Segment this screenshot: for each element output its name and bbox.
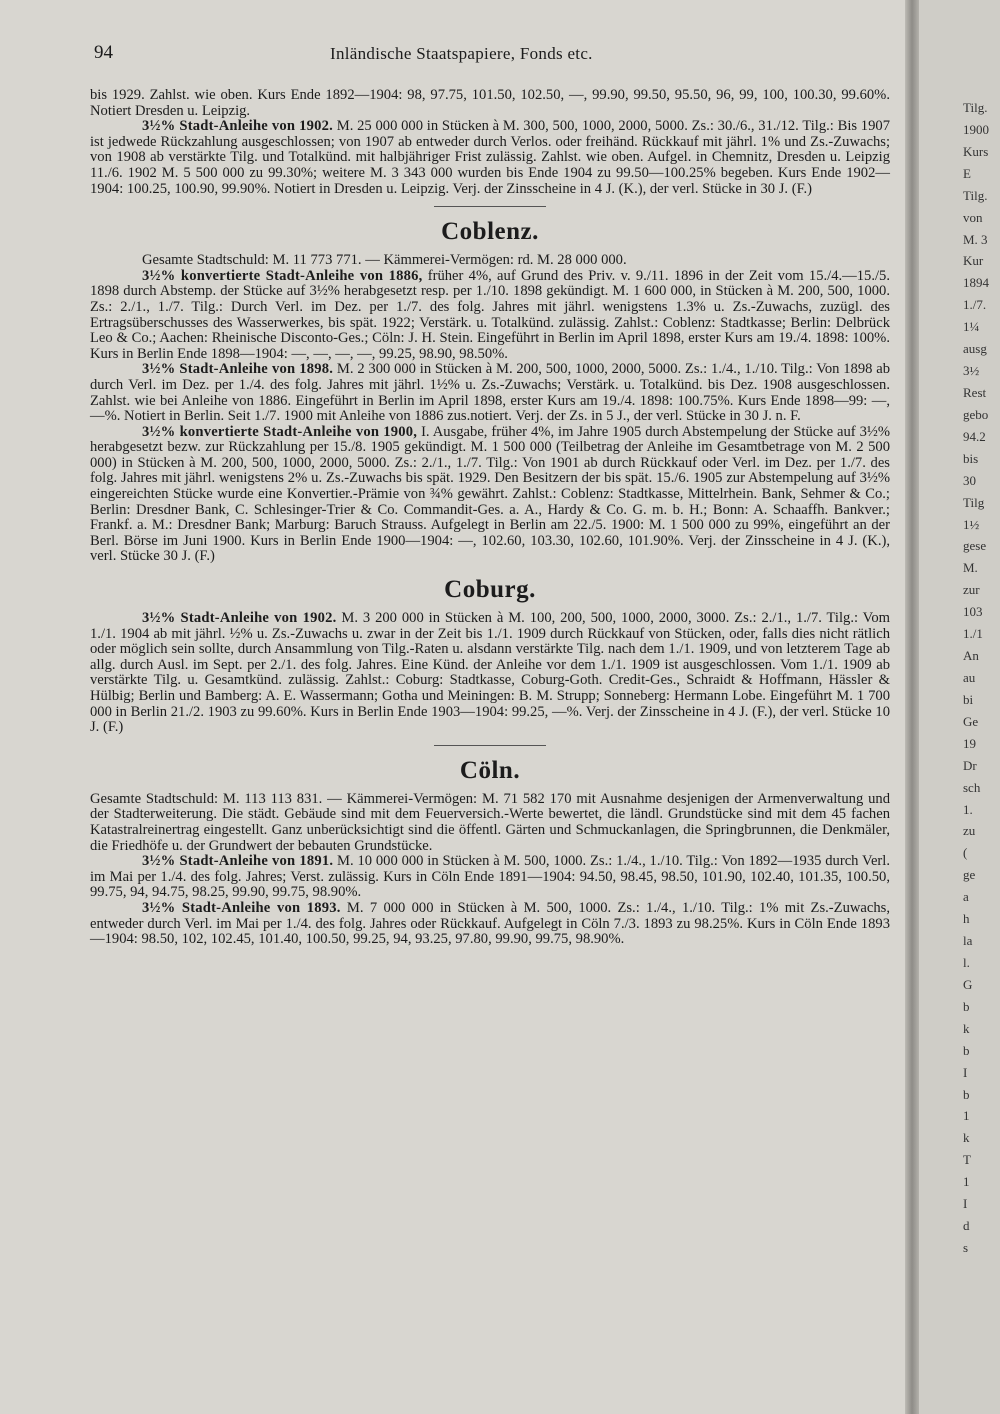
facing-page-fragment: 3½ — [963, 363, 980, 378]
facing-page-fragment: Tilg. — [963, 100, 988, 115]
facing-page-fragment: 1½ — [963, 517, 980, 532]
facing-page-fragment: s — [963, 1240, 969, 1255]
bond-entry-title: 3½% konvertierte Stadt-Anleihe von 1900, — [142, 423, 418, 440]
section-title-coeln: Cöln. — [459, 756, 521, 784]
facing-page-fragment: b — [963, 1087, 970, 1102]
facing-page-fragment: ( — [963, 845, 968, 860]
bond-entry-text: M. 2 300 000 in Stücken à M. 200, 500, 1000, 2000, 5000. Zs.: 1./4., 1./10. Tilg.: Von 1898 ab durch Verl. im Dez. per 1./4. des folg. Jahres mit jährl. 1½% u. Zs.-Zuwachs; Verstärk. u. Totalkünd. bis Dez. 1908 ausgeschlossen. Zahlst. wie bei Anleihe von 1886. Eingeführt in Berlin im April 1898, erster Kurs am 19./4. 1898: 100.75%. Kurs Ende 1898—99: —, —%. Notiert in Berlin. Seit 1./7. 1900 mit Anleihe von 1886 zus.notiert. Verj. der Zs. in 5 J., der verl. Stücke in 30 J. n. F. — [90, 361, 890, 425]
intro-continuation: bis 1929. Zahlst. wie oben. Kurs Ende 1892—1904: 98, 97.75, 101.50, 102.50, —, 99.90, 99.50, 95.50, 96, 99, 100, 100.30, 99.60%. Notiert Dresden u. Leipzig. — [90, 87, 890, 119]
coblenz-bond-1898 — [90, 362, 890, 424]
facing-page-fragment: Tilg. — [963, 188, 988, 203]
facing-page-fragment: T — [963, 1152, 971, 1167]
facing-page-fragment: 1894 — [963, 275, 989, 290]
facing-page-fragment: zur — [963, 582, 980, 597]
facing-page-fragment: k — [963, 1130, 970, 1145]
facing-page-fragment: 19 — [963, 736, 976, 751]
facing-page-fragment: au — [963, 670, 976, 685]
facing-page-fragment: ausg — [963, 341, 987, 356]
section-title-coburg: Coburg. — [444, 576, 536, 604]
facing-page-fragment: zu — [963, 823, 976, 838]
facing-page-fragment: gese — [963, 538, 987, 553]
facing-page-fragment: 1900 — [963, 122, 989, 137]
coeln-summary: Gesamte Stadtschuld: M. 113 113 831. — Kämmerei-Vermögen: M. 71 582 170 mit Ausnahme desjenigen der Armenverwaltung und der Stadterweiterung. Die städt. Gebäude sind mit dem Feuerversich.-Werte bewertet, die ländl. Grundstücke sind mit dem 45 fachen Katastralreinertrag eingestellt. Ganz unberücksichtigt sind die öffentl. Gärten und Schmuckanlagen, die Springbrunnen, die Denkmäler, die Friedhöfe u. der Grundwert der bebauten Grundstücke. — [90, 790, 890, 854]
coeln-bond-1893 — [90, 901, 890, 948]
facing-page-fragment: h — [963, 911, 970, 926]
bond-entry-text: M. 3 200 000 in Stücken à M. 100, 200, 500, 1000, 2000, 3000. Zs.: 2./1., 1./7. Tilg.: Vom 1./1. 1904 ab mit jährl. ½% u. Zs.-Zuwachs u. zwar in der Zeit bis 1./1. 1909 durch Rückkauf von Stücken, oder, falls dies nicht rätlich oder möglich sein sollte, durch Ansammlung von Tilg.-Raten u. alsdann verstärkte Tilg. nach dem 1./1. 1909, und von letzterem Tage ab allg. durch Ausl. im Sept. per 2./1. des folg. Jahres. Eine Künd. der Anleihe vor dem 1./1. 1909 ist ausgeschlossen. Vom 1./1. 1909 ab verstärkte Tilg. u. Gesamtkünd. zulässig. Zahlst.: Coburg: Stadtkasse, Coburg-Goth. Credit-Ges., Schraidt & Hoffmann, Hässler & Hülbig; Berlin und Bamberg: A. E. Wassermann; Gotha und Meiningen: B. M. Strupp; Sonneberg: Hermann Lobe. Eingeführt M. 1 700 000 in Berlin 21./2. 1903 zu 99.60%. Kurs in Berlin Ende 1903—1904: 99.25, —%. Verj. der Zinsscheine in 4 J. (F.), der verl. Stücke 10 J. (F.) — [90, 610, 890, 736]
facing-page-fragment: Rest — [963, 385, 987, 400]
page-header — [90, 42, 890, 66]
facing-page-fragment: a — [963, 889, 969, 904]
facing-page-fragment: 103 — [963, 604, 983, 619]
facing-page-fragment: sch — [963, 780, 981, 795]
facing-page-fragment: Kur — [963, 253, 984, 268]
facing-page-fragment: bi — [963, 692, 974, 707]
facing-page-fragment: ge — [963, 867, 976, 882]
facing-page-fragment: d — [963, 1218, 970, 1233]
bond-entry-title: 3½% Stadt-Anleihe von 1891. — [142, 853, 334, 870]
facing-page-fragment: M. 3 — [963, 232, 988, 247]
facing-page-fragment: 1. — [963, 802, 973, 817]
bond-entry-text: M. 10 000 000 in Stücken à M. 500, 1000. Zs.: 1./4., 1./10. Tilg.: Von 1892—1935 durch Verl. im Mai per 1./4. des folg. Jahres; Verst. zulässig. Kurs in Cöln Ende 1891—1904: 94.50, 98.45, 98.50, 101.90, 102.40, 101.35, 100.50, 99.75, 94, 94.75, 98.25, 99.90, 99.75, 98.90%. — [90, 853, 890, 901]
bond-entry-title: 3½% Stadt-Anleihe von 1902. — [142, 118, 333, 135]
facing-page-fragment: I — [963, 1196, 968, 1211]
section-divider — [434, 206, 546, 207]
coblenz-summary: Gesamte Stadtschuld: M. 11 773 771. — Kämmerei-Vermögen: rd. M. 28 000 000. — [142, 252, 627, 269]
section-title-coblenz: Coblenz. — [441, 218, 539, 246]
coblenz-bond-1886 — [90, 269, 890, 363]
facing-page-fragment: 1 — [963, 1108, 970, 1123]
coeln-bond-1891 — [90, 854, 890, 901]
bond-entry-1902 — [90, 119, 890, 197]
running-title: Inländische Staatspapiere, Fonds etc. — [330, 44, 593, 63]
bond-entry-title: 3½% Stadt-Anleihe von 1898. — [142, 361, 334, 378]
facing-page-fragment: E — [963, 166, 971, 181]
bond-entry-text: I. Ausgabe, früher 4%, im Jahre 1905 durch Abstempelung der Stücke auf 3½% herabgesetzt bezw. zur Rückzahlung per 15./8. 1905 gekündigt. M. 1 500 000 (Teilbetrag der Anleihe im Gesamtbetrage von M. 2 500 000) in Stücken à M. 200, 500, 1000, 2000, 5000. Zs.: 2./1., 1./7. Tilg.: Von 1901 ab durch Rückkauf oder Verl. im Dez. per 1./7. des folg. Jahres mit jährl. wenigstens 2% u. Zs.-Zuwachs bis spät. 1929. Den Besitzern der bis spät. 15./6. 1905 zur Abstempelung auf 3½% eingereichten Stücke wurde eine Konvertier.-Prämie von ¾% gewährt. Zahlst.: Coblenz: Stadtkasse, Mittelrhein. Bank, Sehmer & Co.; Berlin: Dresdner Bank, C. Schlesinger-Trier & Co. Commandit-Ges. a. A., Hardy & Co. G. m. b. H.; Bonn: A. Schaaffh. Bankver.; Frankf. a. M.: Dresdner Bank; Marburg: Baruch Strauss. Aufgelegt in Berlin am 22./5. 1900: M. 1 500 000 zu 99%, eingeführt an der Berl. Börse im Juni 1900. Kurs in Berlin Ende 1900—1904: —, 102.60, 103.30, 102.60, 101.90%. Verj. der Zinsscheine in 4 J. (K.), verl. Stücke 30 J. (F.) — [90, 423, 890, 565]
bond-entry-text: früher 4%, auf Grund des Priv. v. 9./11. 1896 in der Zeit vom 15./4.—15./5. 1898 durch Abstemp. der Stücke auf 3½% herabgesetzt resp. per 1./10. 1898 gekündigt. M. 1 600 000, in Stücken à M. 200, 500, 1000. Zs.: 2./1., 1./7. Tilg.: Durch Verl. im Dez. per 1./7. des folg. Jahres mit jährl. wenigstens 1.3% u. Zs.-Zuwachs, zuzügl. des Ertragsüberschusses des Wasserwerkes, bis spät. 1922; Verstärk. u. Totalkünd. zulässig. Zahlst.: Coblenz: Stadtkasse; Berlin: Delbrück Leo & Co.; Aachen: Rheinische Disconto-Ges.; Cöln: J. H. Stein. Eingeführt in Berlin im April 1898, erster Kurs am 19./4. 1898: 100%. Kurs in Berlin Ende 1898—1904: —, —, —, —, 99.25, 98.90, 98.50%. — [90, 267, 890, 362]
facing-page-fragment: An — [963, 648, 979, 663]
bond-entry-title: 3½% Stadt-Anleihe von 1902. — [142, 610, 337, 627]
facing-page-fragment: M. — [963, 560, 978, 575]
bond-entry-text: M. 25 000 000 in Stücken à M. 300, 500, 1000, 2000, 5000. Zs.: 30./6., 31./12. Tilg.: Bis 1907 ist jedwede Rückzahlung ausgeschlossen; von 1907 ab entweder durch Verlos. oder freihänd. Rückkauf mit jährl. 1% und Zs.-Zuwachs; von 1908 ab verstärkte Tilg. und Totalkünd. mit halbjähriger Frist zulässig. Zahlst. wie oben. Aufgel. in Chemnitz, Dresden u. Leipzig 11./6. 1902 M. 5 500 000 zu 99.30%; weitere M. 3 343 000 wurden bis Ende 1904 zu 99.50—100.25% begeben. Kurs Ende 1902—1904: 100.25, 100.90, 99.90%. Notiert in Dresden u. Leipzig. Verj. der Zinsscheine in 4 J. (K.), der verl. Stücke in 30 J. (F.) — [90, 118, 890, 197]
facing-page-fragment: b — [963, 999, 970, 1014]
facing-page-fragment: 1./1 — [963, 626, 983, 641]
facing-page-fragment: la — [963, 933, 973, 948]
bond-entry-title: 3½% konvertierte Stadt-Anleihe von 1886, — [142, 267, 423, 284]
bond-entry-title: 3½% Stadt-Anleihe von 1893. — [142, 899, 341, 916]
facing-page-fragment: 30 — [963, 473, 976, 488]
facing-page-fragment: l. — [963, 955, 970, 970]
coblenz-bond-1900 — [90, 425, 890, 565]
page-number: 94 — [94, 42, 113, 63]
facing-page-fragment: k — [963, 1021, 970, 1036]
facing-page-fragment: 1¼ — [963, 319, 980, 334]
facing-page-fragment: von — [963, 210, 983, 225]
facing-page-fragment: Tilg — [963, 495, 985, 510]
bond-entry-text: M. 7 000 000 in Stücken à M. 500, 1000. Zs.: 1./4., 1./10. Tilg.: 1% mit Zs.-Zuwachs, entweder durch Verl. im Mai per 1./4. des folg. Jahres oder Rückkauf. Aufgelegt in Cöln 7./3. 1893 zu 98.25%. Kurs in Cöln Ende 1893—1904: 98.50, 102, 102.45, 101.40, 100.50, 99.25, 94, 93.25, 97.80, 99.90, 99.75, 98.90%. — [90, 899, 890, 948]
facing-page-fragment: bis — [963, 451, 979, 466]
facing-page-fragment: gebo — [963, 407, 989, 422]
facing-page-fragment: G — [963, 977, 973, 992]
facing-page-fragment: Dr — [963, 758, 977, 773]
facing-page-edge — [919, 0, 1000, 1414]
facing-page-fragment: Kurs — [963, 144, 989, 159]
book-gutter — [905, 0, 919, 1414]
facing-page-fragment: b — [963, 1043, 970, 1058]
facing-page-fragment: 94.2 — [963, 429, 986, 444]
facing-page-fragment: 1 — [963, 1174, 970, 1189]
coburg-bond-1902 — [90, 611, 890, 736]
section-divider — [434, 745, 546, 746]
page-content — [90, 88, 890, 948]
facing-page-fragment: I — [963, 1065, 968, 1080]
facing-page-fragment: 1./7. — [963, 297, 987, 312]
facing-page-fragment: Ge — [963, 714, 979, 729]
